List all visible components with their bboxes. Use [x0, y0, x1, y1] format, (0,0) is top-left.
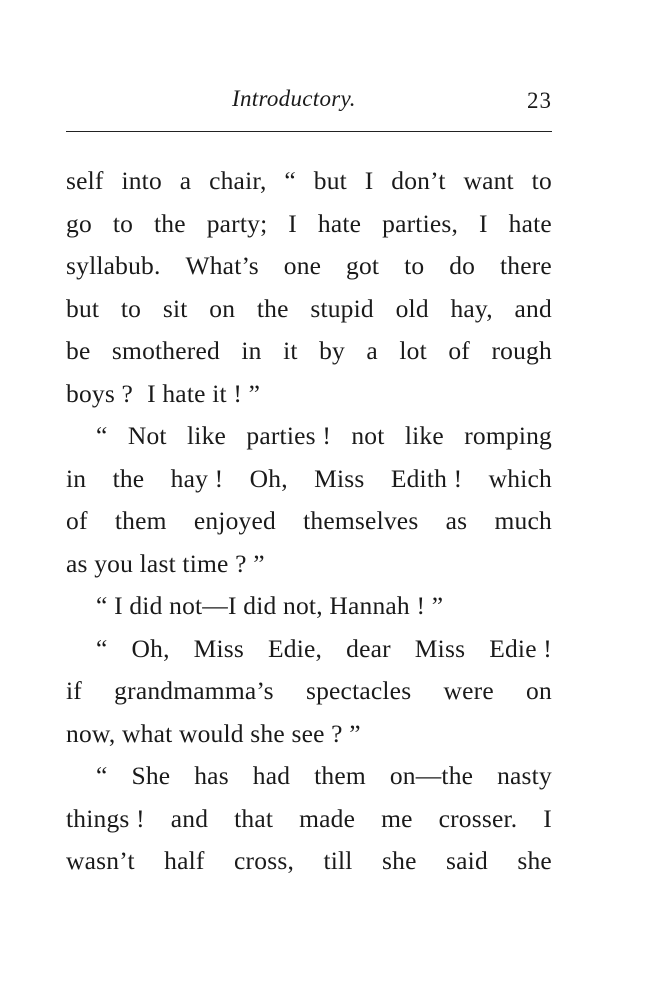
text-word: she — [382, 846, 417, 875]
text-word: I — [479, 208, 488, 238]
text-word: on—the — [389, 761, 474, 790]
text-word: like — [187, 421, 227, 450]
text-word: cross, — [234, 846, 295, 875]
text-word: I — [364, 166, 374, 195]
text-word: in — [241, 336, 262, 365]
text-word: do — [449, 251, 476, 280]
text-word: themselves — [303, 506, 419, 535]
text-word: said — [446, 846, 488, 875]
text-word: nasty — [497, 761, 552, 790]
text-word: on — [209, 293, 236, 323]
text-word: parties ! — [246, 421, 332, 450]
text-word: by — [319, 336, 345, 365]
text-word: of — [448, 336, 471, 365]
text-word: which — [488, 463, 552, 493]
text-word: but — [313, 166, 347, 195]
text-word: Edie, — [268, 633, 323, 663]
text-line — [66, 373, 552, 416]
body-text — [66, 160, 552, 883]
text-word: Oh, — [249, 463, 288, 493]
text-word: them — [114, 506, 167, 535]
text-line — [66, 458, 552, 501]
text-word: hate — [317, 208, 362, 238]
text-word: enjoyed — [193, 506, 276, 535]
text-word: but — [66, 293, 100, 323]
text-word: syllabub. — [66, 251, 161, 280]
text-word: of — [66, 506, 88, 535]
text-word: What’s — [185, 251, 259, 280]
text-word: as — [445, 506, 468, 535]
page-number: 23 — [527, 88, 552, 113]
text-word: and — [514, 293, 552, 323]
text-line — [66, 203, 552, 246]
text-word: that — [234, 803, 274, 833]
text-word: the — [154, 208, 186, 238]
text-line — [66, 288, 552, 331]
text-line — [66, 415, 552, 458]
text-word: sit — [162, 293, 188, 323]
text-word: things ! — [66, 803, 145, 833]
text-word: “ — [96, 633, 108, 663]
text-line — [66, 160, 552, 203]
text-word: dear — [346, 633, 391, 663]
text-word: I — [288, 208, 297, 238]
text-word: self — [66, 166, 104, 195]
running-header — [66, 86, 552, 120]
text-word: hay ! — [170, 463, 224, 493]
text-word: romping — [464, 421, 552, 450]
text-word: don’t — [391, 166, 446, 195]
text-line — [66, 713, 552, 756]
text-word: smothered — [111, 336, 220, 365]
text-word: in — [66, 463, 87, 493]
text-word: stupid — [310, 293, 374, 323]
text-line — [66, 670, 552, 713]
text-word: be — [66, 336, 91, 365]
text-word: “ — [284, 166, 296, 195]
text-word: Oh, — [131, 633, 170, 663]
text-word: if — [66, 676, 82, 705]
text-word: “ — [96, 761, 108, 790]
text-word: Not — [127, 421, 167, 450]
text-word: Miss — [314, 463, 365, 493]
text-word: to — [404, 251, 425, 280]
text-word: She — [131, 761, 171, 790]
text-line — [66, 798, 552, 841]
text-line — [66, 840, 552, 883]
text-word: I — [543, 803, 552, 833]
text-word: till — [323, 846, 353, 875]
text-word: lot — [399, 336, 427, 365]
text-word: and — [170, 803, 209, 833]
text-word: there — [499, 251, 552, 280]
text-word: old — [395, 293, 429, 323]
text-word: chair, — [209, 166, 267, 195]
text-word: much — [494, 506, 552, 535]
text-word: to — [120, 293, 142, 323]
text-word: a — [366, 336, 378, 365]
text-word: on — [526, 676, 552, 705]
text-line — [66, 330, 552, 373]
text-word: Miss — [414, 633, 466, 663]
text-word: a — [179, 166, 192, 195]
text-line — [66, 585, 552, 628]
text-line — [66, 543, 552, 586]
text-word: she — [517, 846, 552, 875]
text-word: go — [66, 208, 92, 238]
text-word: crosser. — [438, 803, 518, 833]
text-line — [66, 500, 552, 543]
text-word: Edith ! — [390, 463, 463, 493]
text-line — [66, 755, 552, 798]
text-line — [66, 245, 552, 288]
text-word: like — [404, 421, 444, 450]
text-word: to — [112, 208, 134, 238]
text-word: one — [283, 251, 322, 280]
text-word: I hate it ! ” — [147, 378, 261, 408]
text-word: hate — [508, 208, 552, 238]
text-word: the — [256, 293, 289, 323]
text-word: “ — [96, 421, 108, 450]
text-word: spectacles — [305, 676, 412, 705]
text-word: rough — [491, 336, 552, 365]
text-word: Miss — [193, 633, 245, 663]
text-word: now, what would she see ? ” — [66, 718, 361, 748]
text-word: me — [381, 803, 413, 833]
text-word: into — [121, 166, 162, 195]
text-word: them — [314, 761, 366, 790]
text-word: “ I did not—I did not, Hannah ! ” — [96, 591, 444, 620]
text-word: had — [252, 761, 291, 790]
text-line — [66, 628, 552, 671]
text-word: grandmamma’s — [114, 676, 274, 705]
text-word: wasn’t — [66, 846, 135, 875]
header-rule — [66, 131, 552, 132]
text-word: the — [112, 463, 145, 493]
text-word: party; — [206, 208, 268, 238]
text-word: were — [443, 676, 494, 705]
text-word: it — [283, 336, 298, 365]
text-word: hay, — [450, 293, 493, 323]
text-word: as you last time ? ” — [66, 548, 265, 578]
text-word: parties, — [382, 208, 459, 238]
text-word: want — [463, 166, 514, 195]
text-word: has — [194, 761, 229, 790]
text-word: got — [346, 251, 380, 280]
text-word: not — [351, 421, 385, 450]
text-word: Edie ! — [489, 633, 552, 663]
text-word: half — [164, 846, 205, 875]
running-title: Introductory. — [232, 86, 356, 111]
text-word: boys ? — [66, 378, 134, 408]
text-word: to — [531, 166, 552, 195]
text-word: made — [299, 803, 356, 833]
